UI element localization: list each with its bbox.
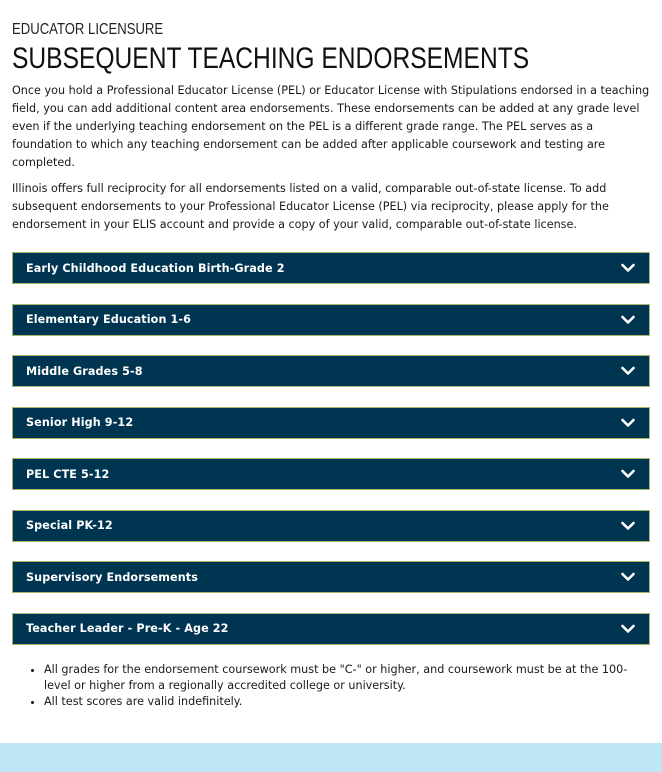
accordion-item-elementary[interactable] bbox=[12, 304, 650, 336]
chevron-down-icon bbox=[621, 624, 635, 634]
accordion-item-teacher-leader[interactable] bbox=[12, 613, 650, 645]
endorsement-accordion bbox=[12, 252, 650, 645]
accordion-item-label: Teacher Leader - Pre-K - Age 22 bbox=[26, 622, 229, 635]
accordion-item-label: Elementary Education 1-6 bbox=[26, 313, 192, 326]
accordion-item-special[interactable] bbox=[12, 510, 650, 542]
chevron-down-icon bbox=[621, 366, 635, 376]
section-eyebrow: EDUCATOR LICENSURE bbox=[12, 21, 164, 38]
accordion-item-label: PEL CTE 5-12 bbox=[26, 467, 110, 481]
chevron-down-icon bbox=[621, 521, 635, 531]
accordion-item-middle-grades[interactable] bbox=[12, 355, 650, 387]
accordion-item-early-childhood[interactable] bbox=[12, 252, 650, 284]
chevron-down-icon bbox=[621, 572, 635, 582]
requirements-list bbox=[12, 662, 650, 710]
list-item: • All grades for the endorsement coursework must be "C-" or higher, and coursework must be at the 100-level or higher from a regionally accredited college or university. bbox=[44, 662, 650, 694]
intro-paragraph-1: Once you hold a Professional Educator License (PEL) or Educator License with Stipulations endorsed in a teaching field, you can add additional content area endorsements. These endorsements can be added at any grade level even if the underlying teaching endorsement on the PEL is a different grade range. The PEL serves as a foundation to which any teaching endorsement can be added after applicable coursework and testing are completed. bbox=[12, 84, 650, 169]
chevron-down-icon bbox=[621, 263, 635, 273]
list-item: • All test scores are valid indefinitely. bbox=[44, 694, 650, 710]
accordion-item-label: Senior High 9-12 bbox=[26, 416, 134, 429]
chevron-down-icon bbox=[621, 469, 635, 479]
accordion-item-label: Special PK-12 bbox=[26, 519, 113, 532]
accordion-item-supervisory[interactable] bbox=[12, 561, 650, 593]
page-title: SUBSEQUENT TEACHING ENDORSEMENTS bbox=[12, 42, 530, 75]
accordion-item-label: Middle Grades 5-8 bbox=[26, 364, 143, 378]
intro-paragraph-2: Illinois offers full reciprocity for all endorsements listed on a valid, comparable out-of-state license. To add subsequent endorsements to your Professional Educator License (PEL) via reciprocity, please apply for the endorsement in your ELIS account and provide a copy of your valid, comparable out-of-state license. bbox=[12, 182, 609, 231]
footer-band bbox=[0, 743, 662, 772]
chevron-down-icon bbox=[621, 315, 635, 325]
accordion-item-label: Early Childhood Education Birth-Grade 2 bbox=[26, 261, 285, 275]
chevron-down-icon bbox=[621, 418, 635, 428]
accordion-item-pel-cte[interactable] bbox=[12, 458, 650, 490]
accordion-item-senior-high[interactable] bbox=[12, 407, 650, 439]
accordion-item-label: Supervisory Endorsements bbox=[26, 570, 198, 584]
